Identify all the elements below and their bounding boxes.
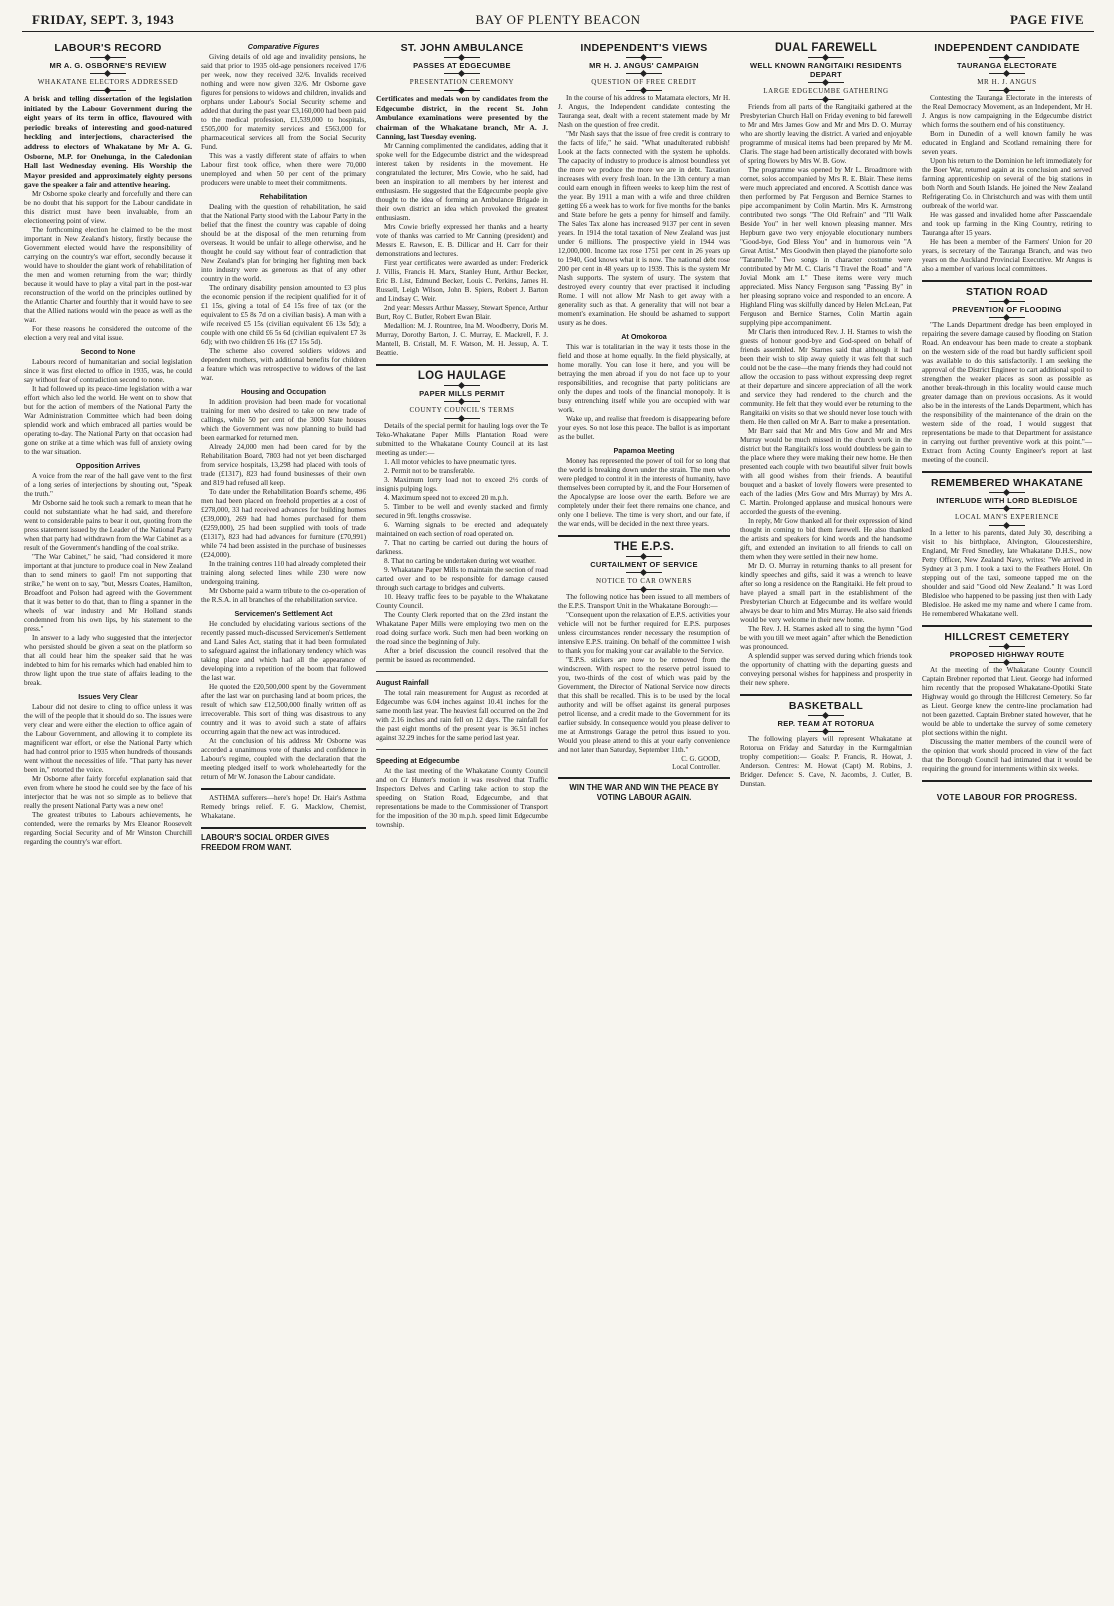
paragraph: A voice from the rear of the hall gave vent to the first of a long series of interjections by shouting out, "Speak the truth." bbox=[24, 471, 192, 498]
basketball-deck: REP. TEAM AT ROTORUA bbox=[777, 719, 875, 728]
paragraph: Mr Osborne paid a warm tribute to the co-operation of the R.S.A. in all branches of the rehabilitation service. bbox=[201, 587, 366, 604]
newspaper-title: BAY OF PLENTY BEACON bbox=[475, 12, 641, 27]
divider bbox=[989, 317, 1025, 318]
independent-candidate-deck: TAURANGA ELECTORATE bbox=[956, 61, 1057, 70]
hillcrest-deck: PROPOSED HIGHWAY ROUTE bbox=[949, 650, 1065, 659]
divider bbox=[558, 777, 730, 779]
permit-condition: 5. Timber to be well and evenly stacked and firmly secured in 9ft. lengths crosswise. bbox=[376, 502, 548, 520]
divider bbox=[808, 731, 844, 732]
paragraph: Mr Canning complimented the candidates, adding that it spoke well for the Edgecumbe district and the widespread interest taken by residents in the movement. He congratulated the lecturer, Mrs Cowie, who he said, had been an inspiration to all members by her interest and enthusiasm. He suggested that the Edgecumbe people give thought to the idea of forming an Ambulance Brigade in their own district an idea which provoked the greatest enthusiasm. bbox=[376, 141, 548, 222]
paragraph: Mr Claris then introduced Rev. J. H. Starnes to wish the guests of honour good-bye and God-speed on behalf of friends assembled. Mr Starnes said that although it had been their wish to slip away quietly it was felt that such could not be the case—the many friends they had could not allow the occasion to pass without expressing deep regret at their departure and sincere appreciation of all the work and service they had rendered to the church and the community. He felt that they would ever be returning to the Rangitaiki on visits so that we should never lose touch with them. He then called on Mr A. Barr to make a presentation. bbox=[740, 328, 912, 426]
column-3 bbox=[376, 38, 548, 1598]
divider bbox=[989, 646, 1025, 647]
closing-slogan: WIN THE WAR AND WIN THE PEACE BY VOTING LABOUR AGAIN. bbox=[569, 783, 719, 802]
dual-farewell-headline: DUAL FAREWELL bbox=[774, 42, 878, 54]
permit-condition: 8. That no carting be undertaken during wet weather. bbox=[384, 556, 536, 565]
paragraph: At the meeting of the Whakatane County Council Captain Brebner reported that Lieut. George had informed him recently that the proposed Whakatane-Opotiki State Highway would go through the Hillcrest Cemetery. So far as Lieut. George knew the centre-line proclamation had not been gazetted. Captain Brebner stated however, that he would be able to undertake the survey of some cemetery plot sections within the night. bbox=[922, 666, 1092, 737]
st-john-lead: Certificates and medals won by candidates from the Edgecumbe district, in the recent St. John Ambulance examinations were presented by the chairman of the Whakatane branch, Mr A. J. Canning, last Tuesday evening. bbox=[376, 94, 548, 142]
divider bbox=[808, 99, 844, 100]
paragraph: Mr Osborne after fairly forceful explanation said that even from where he stood he could see by the face of his interjector that he was not so simple as to believe that really the present National Party was a new one! bbox=[24, 774, 192, 810]
paragraph: This was a vastly different state of affairs to when Labour first took office, when there were 70,000 unemployed and when 50 per cent of the primary producers were unable to meet their commitments. bbox=[201, 152, 366, 187]
paragraph: Details of the special permit for hauling logs over the Te Teko-Whakatane Paper Mills Plantation Road were submitted to the Whakatane County Council at its last meeting as under:— bbox=[376, 421, 548, 457]
paragraph: Upon his return to the Dominion he left immediately for the Boer War, returned again at its conclusion and served farming apprenticeship on several of the big stations in both North and South Islands. He joined the New Zealand Refrigerating Co. in Christchurch and was with them until outbreak of the world war. bbox=[922, 157, 1092, 210]
divider bbox=[376, 671, 548, 672]
divider bbox=[922, 471, 1092, 473]
divider bbox=[989, 525, 1025, 526]
subheading: Comparative Figures bbox=[247, 42, 320, 51]
column-1 bbox=[24, 38, 192, 1598]
column-5 bbox=[740, 38, 912, 1598]
divider bbox=[90, 90, 126, 91]
paragraph: Mr Barr said that Mr and Mrs Gow and Mr and Mrs Murray would be much missed in the church work in the district but the Rangitaiki's loss would doubtless be gain to the place where they were making their new home. He then presented each couple with two beautiful silver fruit bowls with all good wishes from their friends. A beautiful bouquet and a basket of lovely flowers were presented to each of the ladies (Mrs Gow and Mrs Murray) by Mrs A. C. Martin. Prolonged applause and musical honours were accorded the guests of the evening. bbox=[740, 427, 912, 516]
divider bbox=[444, 418, 480, 419]
subheading: Servicemen's Settlement Act bbox=[234, 609, 333, 618]
paragraph: Labour did not desire to cling to office unless it was the will of the people that it should do so. The issues were very clear and were either the election to office again of the Labour Government, and allowing it to complete its magnificent war effort, or else the National Party which had had control prior to 1935 when hundreds of thousands went without the necessities of life. "That party has never been in," retorted the voice. bbox=[24, 702, 192, 774]
paragraph: To date under the Rehabilitation Board's scheme, 496 men had been placed on freehold properties at a cost of £278,000, 33 had received advances for building homes (£39,000), 269 had had homes purchased for them (£259,000), 25 had been supplied with tools of trade (£1317), 823 had had advances for furniture (£70,991) while 74 had been assisted in the purchase of businesses (£24,000). bbox=[201, 488, 366, 559]
independents-views-deck: MR H. J. ANGUS' CAMPAIGN bbox=[589, 61, 699, 70]
subheading: August Rainfall bbox=[376, 677, 429, 687]
closing-slogan: LABOUR'S SOCIAL ORDER GIVES FREEDOM FROM WANT. bbox=[201, 833, 330, 852]
paragraph: Already 24,000 men had been cared for by the Rehabilitation Board, 7803 had not yet been discharged from service hospitals, 13,298 had placed with tools of trade (£1317), 823 had found businesses of their own and 819 had refused all keep. bbox=[201, 443, 366, 487]
divider bbox=[808, 82, 844, 83]
permit-condition: 6. Warning signals to be erected and adequately maintained on each section of road operated on. bbox=[376, 520, 548, 538]
paragraph: At the last meeting of the Whakatane County Council and on Cr Hunter's motion it was resolved that Traffic Inspectors Delves and Carling take action to stop the speeding on Station Road, Edgecumbe, and that representations be made to the Commissioner of Transport for the imposition of the 30 m.p.h. speed limit Edgecumbe township. bbox=[376, 766, 548, 829]
paragraph: Discussing the matter members of the council were of the opinion that work should proceed in view of the fact that the Borough Council had intimated that it would be requiring the ground for internments within six weeks. bbox=[922, 738, 1092, 773]
paragraph: In reply, Mr Gow thanked all for their expression of kind thought in coming to bid them farewell. He also thanked the artists and speakers for kind words and the handsome gift, and extended an invitation to all friends to call on them when they were settled in their new home. bbox=[740, 517, 912, 561]
divider bbox=[626, 73, 662, 74]
st-john-deck: PASSES AT EDGECUMBE bbox=[413, 61, 511, 70]
paragraph: The County Clerk reported that on the 23rd instant the Whakatane Paper Mills were employing two men on the road doing surface work. Such men had been working on the road since the beginning of July. bbox=[376, 610, 548, 646]
page-number: PAGE FIVE bbox=[1010, 12, 1084, 27]
paragraph: The Rev. J. H. Starnes asked all to sing the hymn "God be with you till we meet again" after which the Benediction was pronounced. bbox=[740, 625, 912, 651]
paragraph: A splendid supper was served during which friends took the opportunity of chatting with the departing guests and conveying personal wishes for happiness and prosperity in their new sphere. bbox=[740, 652, 912, 687]
paragraph: Born in Dunedin of a well known family he was educated in England and Scotland remaining there for seven years. bbox=[922, 130, 1092, 156]
subheading: Issues Very Clear bbox=[78, 691, 138, 701]
log-haulage-deck: PAPER MILLS PERMIT bbox=[419, 388, 505, 398]
eps-deck: CURTAILMENT OF SERVICE bbox=[590, 560, 698, 569]
divider bbox=[626, 589, 662, 590]
subheading: Opposition Arrives bbox=[75, 460, 141, 470]
paragraph: "Mr Nash says that the issue of free credit is contrary to the facts of life," he said. "What unadulterated rubbish! Look at the facts connected with the system he upholds. The capacity of industry to produce is almost boundless yet the more we produce the more we are in debt. Taxation increases with every fresh loan. In the 13th century a man could earn enough in fifteen weeks to keep him the rest of the year. By 1911 a man with a wife and three children getting £6 a week has to work for five months for the banks and State before he gets a penny for himself and family. The Sales Tax alone has increased 9137 per cent in seven years. In 1914 the total taxation of New Zealand was just under 6 millions. The prospective yield in 1944 was 12,000,000. Income tax rose 1751 per cent in 26 years up to 1940, God knows what it is now. The national debt rose 200 per cent in 48 years up to 1939. This is the system Mr Nash supports. The system of usury. The system that destroyed every country that ever practised it including Rome. I will not allow Mr Nash to get away with a generality such as that. A generality that will not bear a moment's examination. He should be ashamed to support usury as he does. bbox=[558, 130, 730, 327]
paragraph: The programme was opened by Mr L. Broadmore with cornet, solos accompanied by Mrs R. E. Blair. These items were much appreciated and encored. A Scottish dance was then performed by Pat Ferguson and Bernice Starnes to pipe accompaniment by Colin Martin. Mrs K. Armstrong contributed two songs "The Old Refrain" and "I'll Walk Beside You" in her well known pleasing manner. Mrs Hepburn gave two very enjoyable elocutionary numbers "Good-bye, God Bless You" and in humorous vein "A Great Artist." Mrs Goodwin then played the pianoforte solo "Tarantelle." Two songs in character costume were contributed by Mr M. C. Claris "I Travel the Road" and "A Jovial Monk am I." These items were very much appreciated. Miss Nancy Ferguson sang "Passing By" in her pleasing soprano voice and responded to an encore. A Highland Fling was skilfully danced by Helen McLean, Pat Ferguson and Bernice Starnes, Colin Martin again supplying pipe accompaniment. bbox=[740, 166, 912, 327]
paragraph: In the course of his address to Matamata electors, Mr H. J. Angus, the Independent candidate contesting the Tauranga seat, dealt with a recent statement made by Mr Nash on the question of free credit. bbox=[558, 94, 730, 129]
page-columns bbox=[24, 38, 1092, 1598]
labours-record-lead: A brisk and telling dissertation of the legislation initiated by the Labour Government during the eight years of its term in office, flavoured with periodic breaks of interesting and good-natured heckling and interjections, characterised the address to electors of Whakatane by Mr A. G. Osborne, M.P. for Onehunga, in the Caledonian Hall last Wednesday evening. His Worship the Mayor presided and approximately eighty persons gave the speaker a fair and attentive hearing. bbox=[24, 94, 192, 190]
paragraph: Medallion: M. J. Rountree, Ina M. Woodberry, Doris M. Murray, Dorothy Barton, J. C. Murray, E. Mackrell, F. J. Mantell, B. Cristall, M. F. Watson, M. H. Jessup, A. T. Beattie. bbox=[376, 321, 548, 357]
divider bbox=[989, 90, 1025, 91]
paragraph: Wake up, and realise that freedom is disappearing before your eyes. So not lose this peace. The ballot is as important as the bullet. bbox=[558, 415, 730, 441]
paragraph: For these reasons he considered the outcome of the election a very real and vital issue. bbox=[24, 324, 192, 342]
paragraph: In addition provision had been made for vocational training for men who desired to take on new trade of callings, while 50 per cent of the 3000 State houses which the Government was now planning to build had been earmarked for returned men. bbox=[201, 398, 366, 442]
log-haulage-headline: LOG HAULAGE bbox=[417, 369, 507, 382]
station-road-headline: STATION ROAD bbox=[966, 286, 1048, 298]
paragraph: First year certificates were awarded as under: Frederick J. Villis, Francis H. Marx, Stanley Hunt, Arthur Becker, Eric B. List, Edmund Becker, Louis C. Perkins, James H. Russell, Leigh Wilson, John B. Spiers, Robert J. Barton and Lindsay C. Weir. bbox=[376, 258, 548, 303]
paragraph: Money has represented the power of toil for so long that the world is breaking down under the strain. The men who were pledged to control it in the interests of humanity, have themselves been corrupted by it, and the Four Horsemen of the Apocalypse are loose over the earth. Before we are completely under their feet there remains one chance, and only one I believe. The time is very short, and our fate, if the war ends, will be decided in the next three years. bbox=[558, 457, 730, 528]
permit-condition: 10. Heavy traffic fees to be payable to the Whakatane County Council. bbox=[376, 592, 548, 610]
paragraph: The following players will represent Whakatane at Rotorua on Friday and Saturday in the Kurmgaltnian trophy competition:— Goals: P. Francis, R. Howat, J. Anderson. Centres: M. Howat (Capt) M. Robins, J. Bridger. Defence: S. Cave, N. Jacombs, J. Cutler, B. Dunstan. bbox=[740, 735, 912, 788]
paragraph: The following notice has been issued to all members of the E.P.S. Transport Unit in the Whakatane Borough:— bbox=[558, 593, 730, 610]
divider bbox=[376, 749, 548, 750]
dual-farewell-subdeck: LARGE EDGECUMBE GATHERING bbox=[763, 87, 889, 95]
asthma-ad: ASTHMA sufferers—here's hope! Dr. Hair's Asthma Remedy brings relief. F. G. Macklow, Chemist, Whakatane. bbox=[201, 794, 366, 820]
divider bbox=[201, 827, 366, 829]
independents-views-headline: INDEPENDENT'S VIEWS bbox=[580, 42, 708, 54]
labours-record-headline: LABOUR'S RECORD bbox=[54, 42, 162, 54]
permit-condition: 9. Whakatane Paper Mills to maintain the section of road carted over and to be responsible for damage caused through such cartage to bridges and culverts. bbox=[376, 565, 548, 592]
paragraph: The total rain measurement for August as recorded at Edgecumbe was 6.04 inches against 10.41 inches for the same month last year. The heaviest fall occurred on the 2nd with 2.16 inches and rain fell on 12 days. The rainfall for the past eight months of the present year is 36.51 inches against 32.29 inches for the same period last year. bbox=[376, 688, 548, 742]
paragraph: He concluded by elucidating various sections of the recently passed much-discussed Servicemen's Settlement and Land Sales Act, stating that it had been formulated to safeguard against the inflationary tendency which was taking place and which had all the appearance of developing into a repetition of the boom that followed the last war. bbox=[201, 620, 366, 682]
column-4 bbox=[558, 38, 730, 1598]
divider bbox=[376, 364, 548, 366]
divider bbox=[90, 73, 126, 74]
subheading: Rehabilitation bbox=[259, 192, 308, 201]
paragraph: In the training centres 110 had already completed their training along selected lines while 230 were now undergoing training. bbox=[201, 560, 366, 586]
divider bbox=[989, 492, 1025, 493]
labours-record-subdeck: WHAKATANE ELECTORS ADDRESSED bbox=[37, 78, 179, 86]
divider bbox=[626, 57, 662, 58]
paragraph: "The War Cabinet," he said, "had considered it more important at that juncture to produce coal in New Zealand than to send miners to gaol! I'm not supporting that strike," he went on to say, "but, Messrs Coates, Hamilton, Broadfoot and Polson had agreed with the Government that it was better to do that, than to fling a spanner in the wheels of war industry and Mr Holland stands condemned from his own lips, by his statement to the press." bbox=[24, 552, 192, 633]
paragraph: 2nd year: Messrs Arthur Massey, Stewart Spence, Arthur Burt, Roy C. Butler, Robert Ewan Blair. bbox=[376, 303, 548, 321]
paragraph: Mr Osborne said he took such a remark to mean that he could not substantiate what he had said, and therefore went to considerable pains to bear it out, quoting from the press statement issued by the Leader of the National Party when that party had withdrawn from the War Cabinet as a result of the Government's handling of the coal strike. bbox=[24, 498, 192, 552]
eps-subdeck: NOTICE TO CAR OWNERS bbox=[596, 577, 692, 585]
divider bbox=[444, 73, 480, 74]
signoff-name: C. G. GOOD, bbox=[681, 755, 720, 763]
st-john-headline: ST. JOHN AMBULANCE bbox=[400, 42, 524, 54]
subheading: Housing and Occupation bbox=[240, 387, 327, 396]
paragraph: "The Lands Department dredge has been employed in repairing the severe damage caused by flooding on Station Road. An endeavour has been made to create a stopbank on the western side of the road but hardly sufficient spoil was available to do this satisfactorily. I am seeking the approval of the District Engineer to cart additional spoil to strengthen the weaker places as soon as possible as another break-through in this locality would cause much greater damage than on previous occasions. As it would also be in the interests of the Lands Department, which has the responsibility of the maintenance of the drain on the western side of the road, I would suggest that representations be made to that Department for assistance in carrying out further preventive work at this point."—Extract from Acting County Engineer's report at last meeting of the council. bbox=[922, 321, 1092, 464]
divider bbox=[989, 508, 1025, 509]
divider bbox=[922, 780, 1092, 782]
divider bbox=[626, 556, 662, 557]
divider bbox=[989, 662, 1025, 663]
divider bbox=[444, 385, 480, 386]
divider bbox=[626, 90, 662, 91]
issue-date: FRIDAY, SEPT. 3, 1943 bbox=[32, 12, 175, 27]
divider bbox=[444, 401, 480, 402]
permit-condition: 2. Permit not to be transferable. bbox=[384, 466, 475, 475]
independent-candidate-subdeck: MR H. J. ANGUS bbox=[977, 78, 1037, 86]
independents-views-subdeck: QUESTION OF FREE CREDIT bbox=[591, 78, 697, 86]
subheading: Papamoa Meeting bbox=[613, 446, 675, 455]
paragraph: He has been a member of the Farmers' Union for 20 years, is secretary of the Tauranga Branch, and was two years on the Auckland Provincial Executive. Mr Angus is also a member of various local committees. bbox=[922, 238, 1092, 273]
divider bbox=[989, 301, 1025, 302]
paragraph: Giving details of old age and invalidity pensions, he said that prior to 1935 old-age pensioners received 17/6 per week, now they received 32/6. Invalids received nothing and were now given 32/6. Mr Osborne gave figures for pensions to widows and children, invalids and orphans under Labour's Social Security scheme and added that during the past year £3,160,000 had been paid to the medical profession, £1,539,000 to hospitals, £505,000 for maternity services and £563,000 for pharmaceutical services all from the Social Security Fund. bbox=[201, 53, 366, 151]
subheading: Second to None bbox=[80, 346, 136, 356]
paragraph: The scheme also covered soldiers widows and dependent mothers, with additional benefits for children a feature which was retrospective to widows of the last war. bbox=[201, 347, 366, 382]
paragraph: Mrs Cowie briefly expressed her thanks and a hearty vote of thanks was carried to Mr Canning (president) and Messrs E. Rawson, E. B. Dillicar and H. Carr for their demonstrations and lectures. bbox=[376, 222, 548, 258]
permit-condition: 4. Maximum speed not to exceed 20 m.p.h. bbox=[384, 493, 509, 502]
divider bbox=[922, 625, 1092, 627]
paragraph: Contesting the Tauranga Electorate in the interests of the Real Democracy Movement, as an Independent, Mr H. J. Angus is now campaigning in the Edgecumbe district which forms the southern end of his constituency. bbox=[922, 94, 1092, 129]
paragraph: After a brief discussion the council resolved that the permit be issued as recommended. bbox=[376, 646, 548, 664]
divider bbox=[201, 788, 366, 790]
paragraph: He quoted the £20,500,000 spent by the Government after the last war on purchasing land at boom prices, the result of which saw £12,500,000 finally written off as irrecoverable. This sort of thing was disastrous to any country and it was to avoid such a state of affairs occurring again that the new act was introduced. bbox=[201, 683, 366, 736]
paragraph: Labours record of humanitarian and social legislation since it was first elected to office in 1935, was, he could say without fear of contradiction second to none. bbox=[24, 357, 192, 384]
paragraph: The ordinary disability pension amounted to £3 plus the economic pension if the recipient qualified for it of £1 15s, giving a total of £4 15s free of tax (or the equivalent to £5 8s 7d on a civilian basis). A man with a wife received £5 15s (civilian equivalent £6 13s 5d); a couple with one child £6 5s 6d (civilian equivalent £7 3s 6d); with two children £6 16s (£7 15s 5d). bbox=[201, 284, 366, 346]
divider bbox=[90, 57, 126, 58]
independent-candidate-headline: INDEPENDENT CANDIDATE bbox=[934, 42, 1080, 54]
remembered-whakatane-headline: REMEMBERED WHAKATANE bbox=[930, 477, 1084, 489]
paragraph: In a letter to his parents, dated July 30, describing a visit to his birthplace, Alvington, Gloucestershire, England, Mr Fred Smedley, late Whakatane D.H.S., now Petty Officer, New Zealand Navy, writes: "We arrived in Sydney at 3 p.m. I took a taxi to the Feathers Hotel. On stepping out of the taxi, someone tapped me on the shoulder and said "Good old New Zealand." It was Lord Bledisloe who happened to be passing just then with Lady Bledisloe. He asked me my name and where I came from. He remembered Whakatane well. bbox=[922, 529, 1092, 618]
basketball-headline: BASKETBALL bbox=[788, 700, 864, 712]
subheading: At Omokoroa bbox=[621, 332, 667, 341]
dual-farewell-deck: WELL KNOWN RANGITAIKI RESIDENTS DEPART bbox=[750, 61, 902, 79]
paragraph: In answer to a lady who suggested that the interjector who persisted should be given a seat on the platform so that all could hear him the speaker said that he was indebted to him for his remarks which had enabled him to throw light upon the true state of affairs leading to the break. bbox=[24, 633, 192, 687]
paragraph: The forthcoming election he claimed to be the most important in New Zealand's history, firstly because the Government elected would have the responsibility of carrying on the country's war effort, secondly because it would have to shoulder the giant work of rehabilitation of the men and women returning from the war; thirdly because it would have to play a vital part in the post-war reconstruction of the world on the principles outlined by the Atlantic Charter and fourthly that it would have to see that the Allied nations would win the peace as well as the war. bbox=[24, 225, 192, 324]
masthead bbox=[22, 10, 1094, 32]
labours-record-deck: MR A. G. OSBORNE'S REVIEW bbox=[49, 61, 167, 70]
divider bbox=[444, 90, 480, 91]
paragraph: Friends from all parts of the Rangitaiki gathered at the Presbyterian Church Hall on Friday evening to bid farewell to Mr and Mrs James Gow and Mr and Mrs D. O. Murray who are shortly leaving the district. A varied and enjoyable programme of musical items had been prepared by Mr M. Claris. The stage had been artistically decorated with bowls of spring flowers by Mrs W. B. Gow. bbox=[740, 103, 912, 165]
paragraph: Mr Osborne spoke clearly and forcefully and there can be no doubt that his support for the Labour candidate in this district must have been invaluable, from an electioneering point of view. bbox=[24, 189, 192, 225]
divider bbox=[740, 694, 912, 696]
paragraph: It had followed up its peace-time legislation with a war effort which also led the world. He went on to show that but for the action of members of the National Party the War Administration Committee which had been doing splendid work and which embraced all parties would be operating to-day. The National Party on that occasion had gone on strike at a time which was full of anxiety owing to the war situation. bbox=[24, 384, 192, 456]
remembered-whakatane-subdeck: LOCAL MAN'S EXPERIENCE bbox=[954, 513, 1060, 521]
divider bbox=[626, 572, 662, 573]
vote-labour-footer: VOTE LABOUR FOR PROGRESS. bbox=[936, 792, 1078, 802]
st-john-subdeck: PRESENTATION CEREMONY bbox=[409, 78, 515, 86]
divider bbox=[808, 715, 844, 716]
permit-condition: 7. That no carting be carried out during the hours of darkness. bbox=[376, 538, 548, 556]
divider bbox=[989, 57, 1025, 58]
divider bbox=[808, 57, 844, 58]
permit-condition: 3. Maximum lorry load not to exceed 2½ cords of insignis pulping logs. bbox=[376, 475, 548, 493]
paragraph: This war is totalitarian in the way it tests those in the field and those at home equally. In the field physically, at home morally. You can lose it here, and you will be betraying the men abroad if you do not face up to your responsibilities, and recognise that party politicians are only the dupes and tools of the financial monopoly. It is busy entrenching itself while you are occupied with war work. bbox=[558, 343, 730, 414]
column-2 bbox=[201, 38, 366, 1598]
divider bbox=[989, 73, 1025, 74]
divider bbox=[922, 280, 1092, 282]
station-road-deck: PREVENTION OF FLOODING bbox=[952, 305, 1062, 314]
paragraph: He was gassed and invalided home after Passcaendale and took up farming in the King Country, retiring to Tauranga after 15 years. bbox=[922, 211, 1092, 237]
log-haulage-subdeck: COUNTY COUNCIL'S TERMS bbox=[409, 405, 515, 414]
hillcrest-headline: HILLCREST CEMETERY bbox=[944, 631, 1070, 643]
paragraph: The greatest tributes to Labours achievements, he contended, were the remarks by Mrs Eleanor Roosevelt regarding Social Security and of Mr Winston Churchill regarding the country's war effort. bbox=[24, 810, 192, 846]
paragraph: Dealing with the question of rehabilitation, he said that the National Party stood with the Labour Party in the belief that the finest the country was capable of doing should be at the disposal of the men returning from overseas. It would be unfair to allege otherwise, and he thought he could say without fear of contradiction that New Zealand's plan for bringing her fighting men back into industry were as generous as that of any other country in the world. bbox=[201, 203, 366, 283]
permit-condition: 1. All motor vehicles to have pneumatic tyres. bbox=[384, 457, 517, 466]
paragraph: "E.P.S. stickers are now to be removed from the windscreen. With respect to the reserve petrol issued to you, two-thirds of the cost of which was paid by the Government, the Director of National Service now directs that this shall be recalled. This is to be used by the local authority and will be offset against its general purposes petrol license, and a credit made to the Government for its earlier subsidy. In consequence would you please deliver to me at Armstrongs Garage the petrol thus issued to you. Would you please attend to this at your early convenience and not later than Saturday, September 11th." bbox=[558, 656, 730, 754]
divider bbox=[444, 57, 480, 58]
divider bbox=[558, 535, 730, 537]
paragraph: "Consequent upon the relaxation of E.P.S. activities your vehicle will not be further required for E.P.S. purposes unless circumstances render necessary the resumption of intensive E.P.S. training. On behalf of the committee I wish to thank you for making your car available to the Service. bbox=[558, 611, 730, 655]
subheading: Speeding at Edgecumbe bbox=[376, 755, 460, 765]
eps-headline: THE E.P.S. bbox=[613, 541, 675, 553]
paragraph: Mr D. O. Murray in returning thanks to all present for kindly speeches and gifts, said it was a wrench to leave after so long a residence on the Rangitaiki. He felt proud to have played a small part in the establishment of the Presbyterian Church at Edgecumbe and its welfare would always be dear to him and Mrs Murray. He also said friends would be very welcome in their new home. bbox=[740, 562, 912, 624]
remembered-whakatane-deck: INTERLUDE WITH LORD BLEDISLOE bbox=[936, 496, 1078, 505]
signoff-title: Local Controller. bbox=[672, 763, 720, 771]
paragraph: At the conclusion of his address Mr Osborne was accorded a unanimous vote of thanks and confidence in Labour's regime, coupled with the declaration that the meeting pledged itself to work wholeheartedly for the return of Mr W. Jonason the Labour candidate. bbox=[201, 737, 366, 781]
column-6 bbox=[922, 38, 1092, 1598]
